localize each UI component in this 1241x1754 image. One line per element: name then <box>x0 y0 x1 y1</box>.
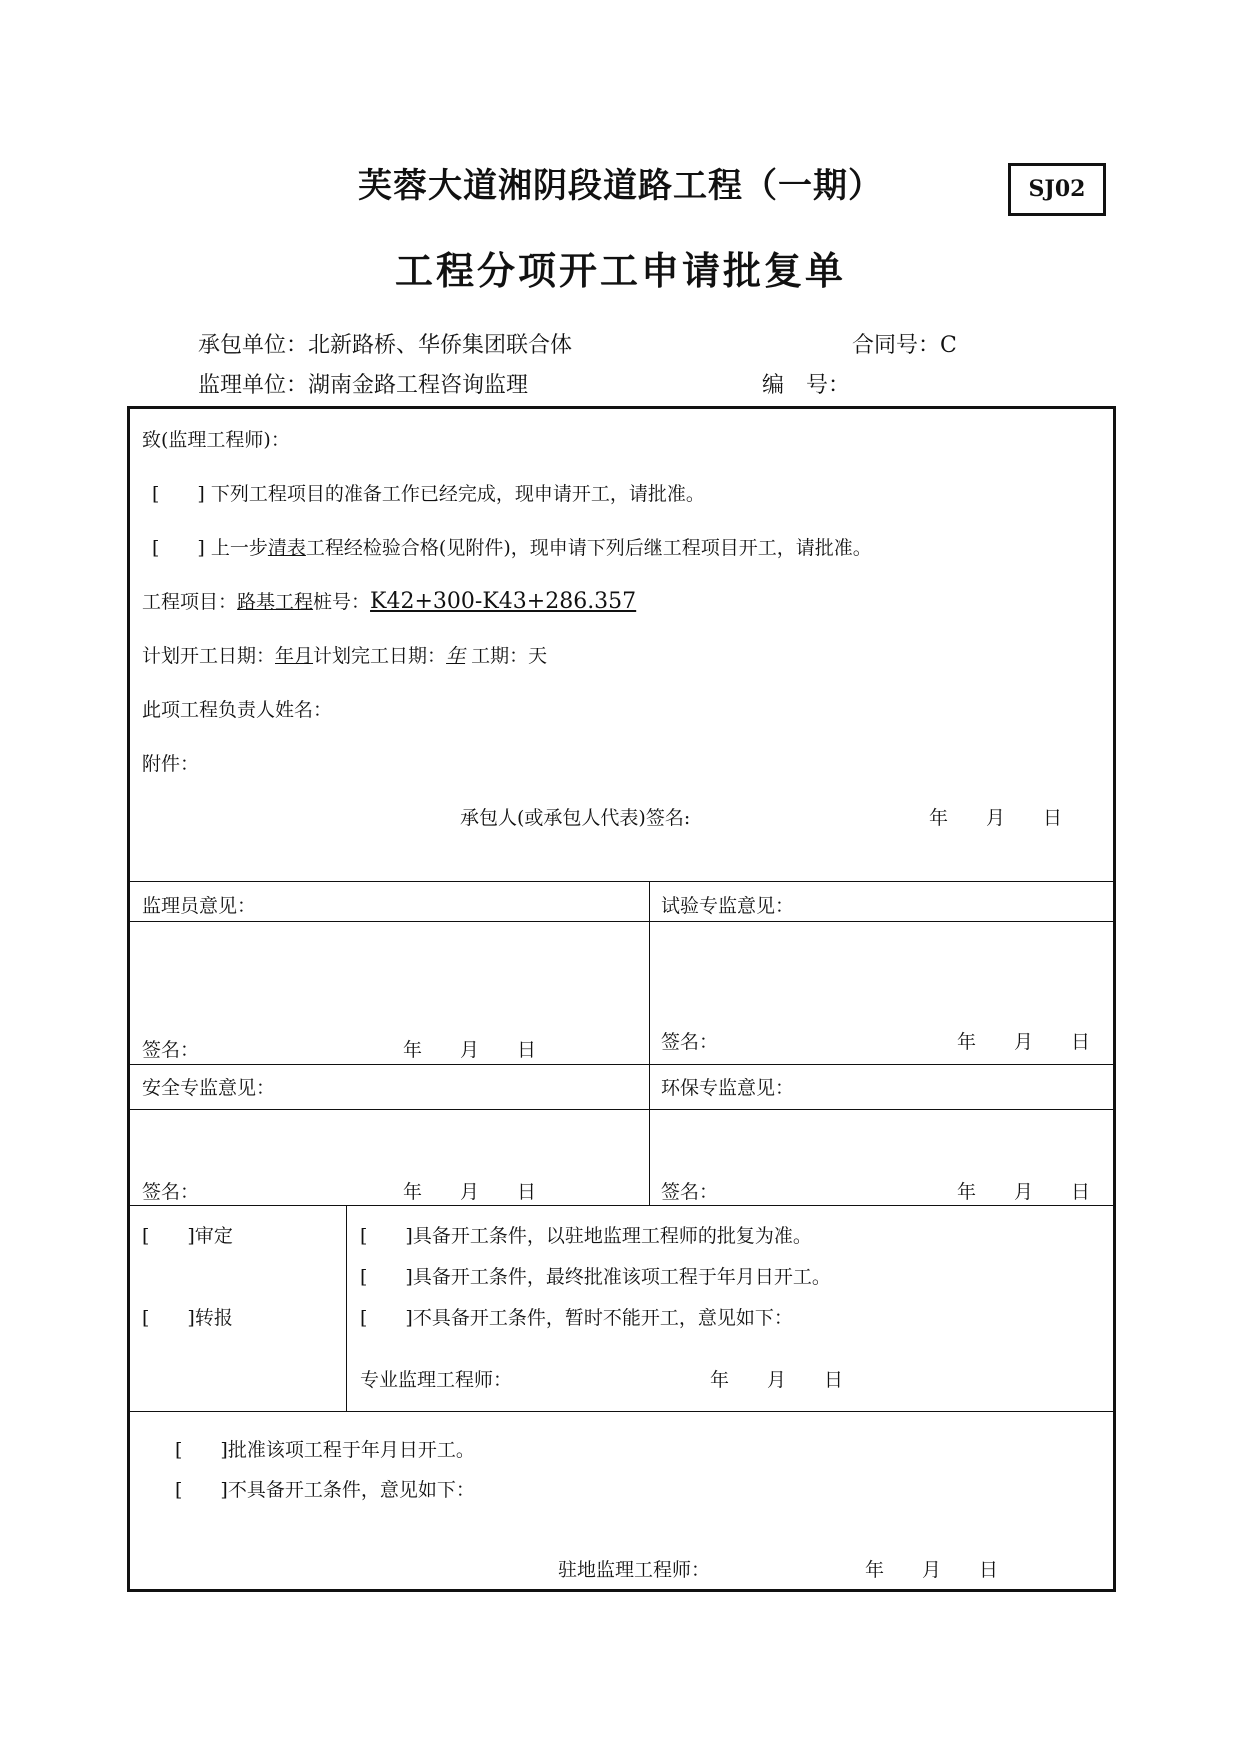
divider <box>130 1205 1113 1206</box>
contract-no-label: 合同号： <box>852 333 941 358</box>
plan-end-value: 年 <box>446 645 466 667</box>
safety-opinion-label: 安全专监意见： <box>142 1077 276 1099</box>
resident-engineer-date: 年 月 日 <box>865 1559 999 1581</box>
option-suffix: 工程经检验合格(见附件)，现申请下列后继工程项目开工，请批准。 <box>305 537 872 559</box>
schedule-row <box>142 641 547 668</box>
supervisor-label: 监理单位： <box>198 373 309 398</box>
plan-start-value: 年月 <box>275 645 314 667</box>
specialist-engineer-label: 专业监理工程师： <box>360 1369 513 1391</box>
option-approve[interactable]: [ ]审定 <box>142 1225 233 1247</box>
form-table <box>127 406 1116 1592</box>
contract-no-row <box>852 328 957 359</box>
project-title: 芙蓉大道湘阴段道路工程（一期） <box>358 166 883 206</box>
addressee: 致(监理工程师)： <box>142 429 290 451</box>
test-signature-label: 签名： <box>661 1031 719 1053</box>
column-divider <box>649 881 650 1205</box>
environment-signature-label: 签名： <box>661 1181 719 1203</box>
divider <box>130 881 1113 882</box>
plan-start-label: 计划开工日期： <box>142 645 276 667</box>
checkbox-bracket[interactable]: [ ] <box>152 537 205 559</box>
option-prefix: 上一步 <box>210 537 268 559</box>
option-preparation-complete <box>152 479 705 506</box>
option-text: 下列工程项目的准备工作已经完成，现申请开工，请批准。 <box>210 483 705 505</box>
checkbox-bracket[interactable]: [ ] <box>152 483 205 505</box>
divider <box>130 1411 1113 1412</box>
environment-signature-date: 年 月 日 <box>957 1181 1091 1203</box>
divider <box>130 1109 1113 1110</box>
project-label: 工程项目： <box>142 591 238 613</box>
duration-label: 工期：天 <box>471 645 548 667</box>
final-option-not-ready[interactable]: [ ]不具备开工条件，意见如下： <box>175 1479 475 1501</box>
contractor-row <box>198 328 572 359</box>
inspector-signature-date: 年 月 日 <box>403 1039 537 1061</box>
specialist-engineer-date: 年 月 日 <box>710 1369 844 1391</box>
person-in-charge-label: 此项工程负责人姓名： <box>142 699 333 721</box>
station-value: K42+300-K43+286.357 <box>370 589 637 614</box>
contract-no-value: C <box>940 333 957 358</box>
environment-opinion-label: 环保专监意见： <box>661 1077 795 1099</box>
serial-no-label: 编 号： <box>762 373 851 398</box>
project-value: 路基工程 <box>237 591 314 613</box>
station-label: 桩号： <box>313 591 371 613</box>
form-title: 工程分项开工申请批复单 <box>394 248 846 293</box>
resident-engineer-label: 驻地监理工程师： <box>558 1559 711 1581</box>
option-transfer[interactable]: [ ]转报 <box>142 1307 233 1329</box>
contractor-signature-label: 承包人(或承包人代表)签名: <box>460 807 691 829</box>
column-divider <box>346 1205 347 1411</box>
review-option-ready-resident[interactable]: [ ]具备开工条件，以驻地监理工程师的批复为准。 <box>360 1225 812 1247</box>
divider <box>130 921 1113 922</box>
contractor-signature-date: 年 月 日 <box>929 807 1063 829</box>
plan-end-label: 计划完工日期： <box>313 645 447 667</box>
contractor-value: 北新路桥、华侨集团联合体 <box>308 333 573 358</box>
form-code-badge: SJ02 <box>1008 163 1106 216</box>
review-option-ready-approve[interactable]: [ ]具备开工条件，最终批准该项工程于年月日开工。 <box>360 1266 831 1288</box>
inspector-opinion-label: 监理员意见： <box>142 895 257 917</box>
attachment-label: 附件： <box>142 753 200 775</box>
contractor-label: 承包单位： <box>198 333 309 358</box>
inspector-signature-label: 签名： <box>142 1039 200 1061</box>
safety-signature-date: 年 月 日 <box>403 1181 537 1203</box>
supervisor-value: 湖南金路工程咨询监理 <box>308 373 529 398</box>
option-previous-step-passed <box>152 533 872 560</box>
final-option-approve[interactable]: [ ]批准该项工程于年月日开工。 <box>175 1439 475 1461</box>
review-option-not-ready[interactable]: [ ]不具备开工条件，暂时不能开工，意见如下： <box>360 1307 793 1329</box>
project-row <box>142 587 636 614</box>
previous-item: 清表 <box>267 537 306 559</box>
test-signature-date: 年 月 日 <box>957 1031 1091 1053</box>
supervisor-row <box>198 368 528 399</box>
safety-signature-label: 签名： <box>142 1181 200 1203</box>
test-opinion-label: 试验专监意见： <box>661 895 795 917</box>
divider <box>130 1064 1113 1065</box>
